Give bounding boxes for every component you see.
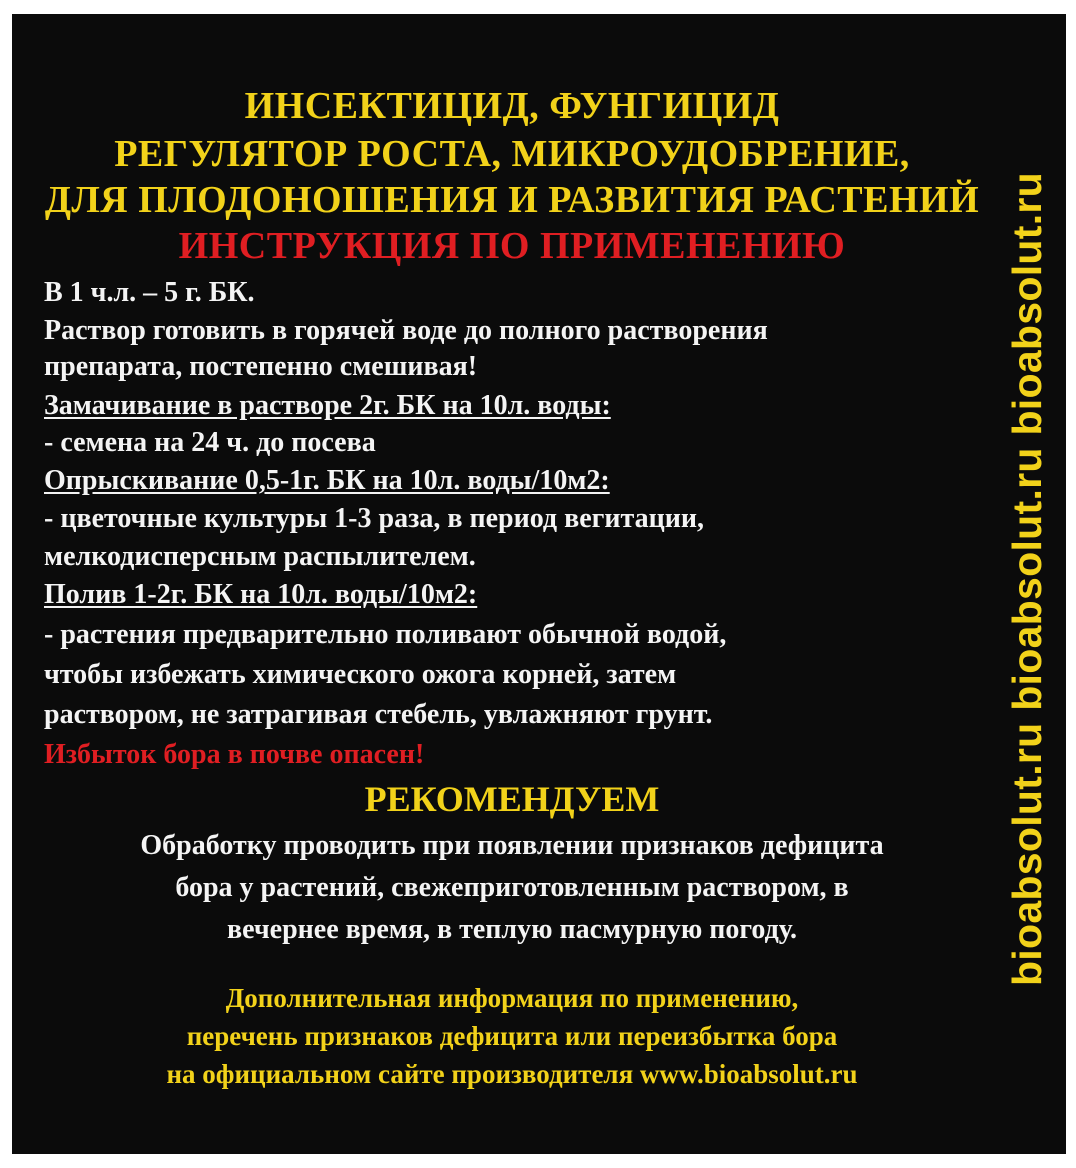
recommend-line-3: вечернее время, в теплую пасмурную погоду.	[227, 914, 797, 945]
spray-item-line-1: - цветочные культуры 1-3 раза, в период вегитации,	[44, 503, 704, 534]
warning-text: Избыток бора в почве опасен!	[44, 739, 425, 770]
footer-line-3: на официальном сайте производителя www.bioabsolut.ru	[166, 1059, 858, 1089]
spray-item-line-2: мелкодисперсным распылителем.	[44, 541, 476, 572]
header-line-3: ДЛЯ ПЛОДОНОШЕНИЯ И РАЗВИТИЯ РАСТЕНИЙ	[44, 179, 980, 221]
instruction-title: ИНСТРУКЦИЯ ПО ПРИМЕНЕНИЮ	[178, 225, 846, 267]
prep-text-line-2: препарата, постепенно смешивая!	[44, 351, 478, 382]
water-item-line-1: - растения предварительно поливают обычной водой,	[44, 619, 727, 650]
recommend-line-1: Обработку проводить при появлении признаков дефицита	[140, 830, 884, 861]
footer-line-2: перечень признаков дефицита или переизбытка бора	[186, 1021, 838, 1051]
product-label	[12, 14, 1066, 1154]
dose-text: В 1 ч.л. – 5 г. БК.	[44, 277, 255, 308]
recommend-title: РЕКОМЕНДУЕМ	[364, 779, 660, 819]
spray-heading: Опрыскивание 0,5-1г. БК на 10л. воды/10м2:	[44, 465, 610, 496]
footer-line-1: Дополнительная информация по применению,	[225, 983, 799, 1013]
soak-item: - семена на 24 ч. до посева	[44, 427, 376, 458]
side-brand-text: bioabsolut.ru bioabsolut.ru bioabsolut.ru	[1004, 171, 1050, 987]
prep-text-line-1: Раствор готовить в горячей воде до полного растворения	[44, 315, 768, 346]
water-heading: Полив 1-2г. БК на 10л. воды/10м2:	[44, 579, 478, 610]
side-brand-strip	[997, 64, 1057, 1094]
header-line-1: ИНСЕКТИЦИД, ФУНГИЦИД	[244, 85, 780, 127]
header-line-2: РЕГУЛЯТОР РОСТА, МИКРОУДОБРЕНИЕ,	[114, 133, 910, 175]
water-item-line-3: раствором, не затрагивая стебель, увлажняют грунт.	[44, 699, 713, 730]
soak-heading: Замачивание в растворе 2г. БК на 10л. воды:	[44, 390, 611, 421]
water-item-line-2: чтобы избежать химического ожога корней, затем	[44, 659, 677, 690]
recommend-line-2: бора у растений, свежеприготовленным раствором, в	[175, 872, 849, 903]
